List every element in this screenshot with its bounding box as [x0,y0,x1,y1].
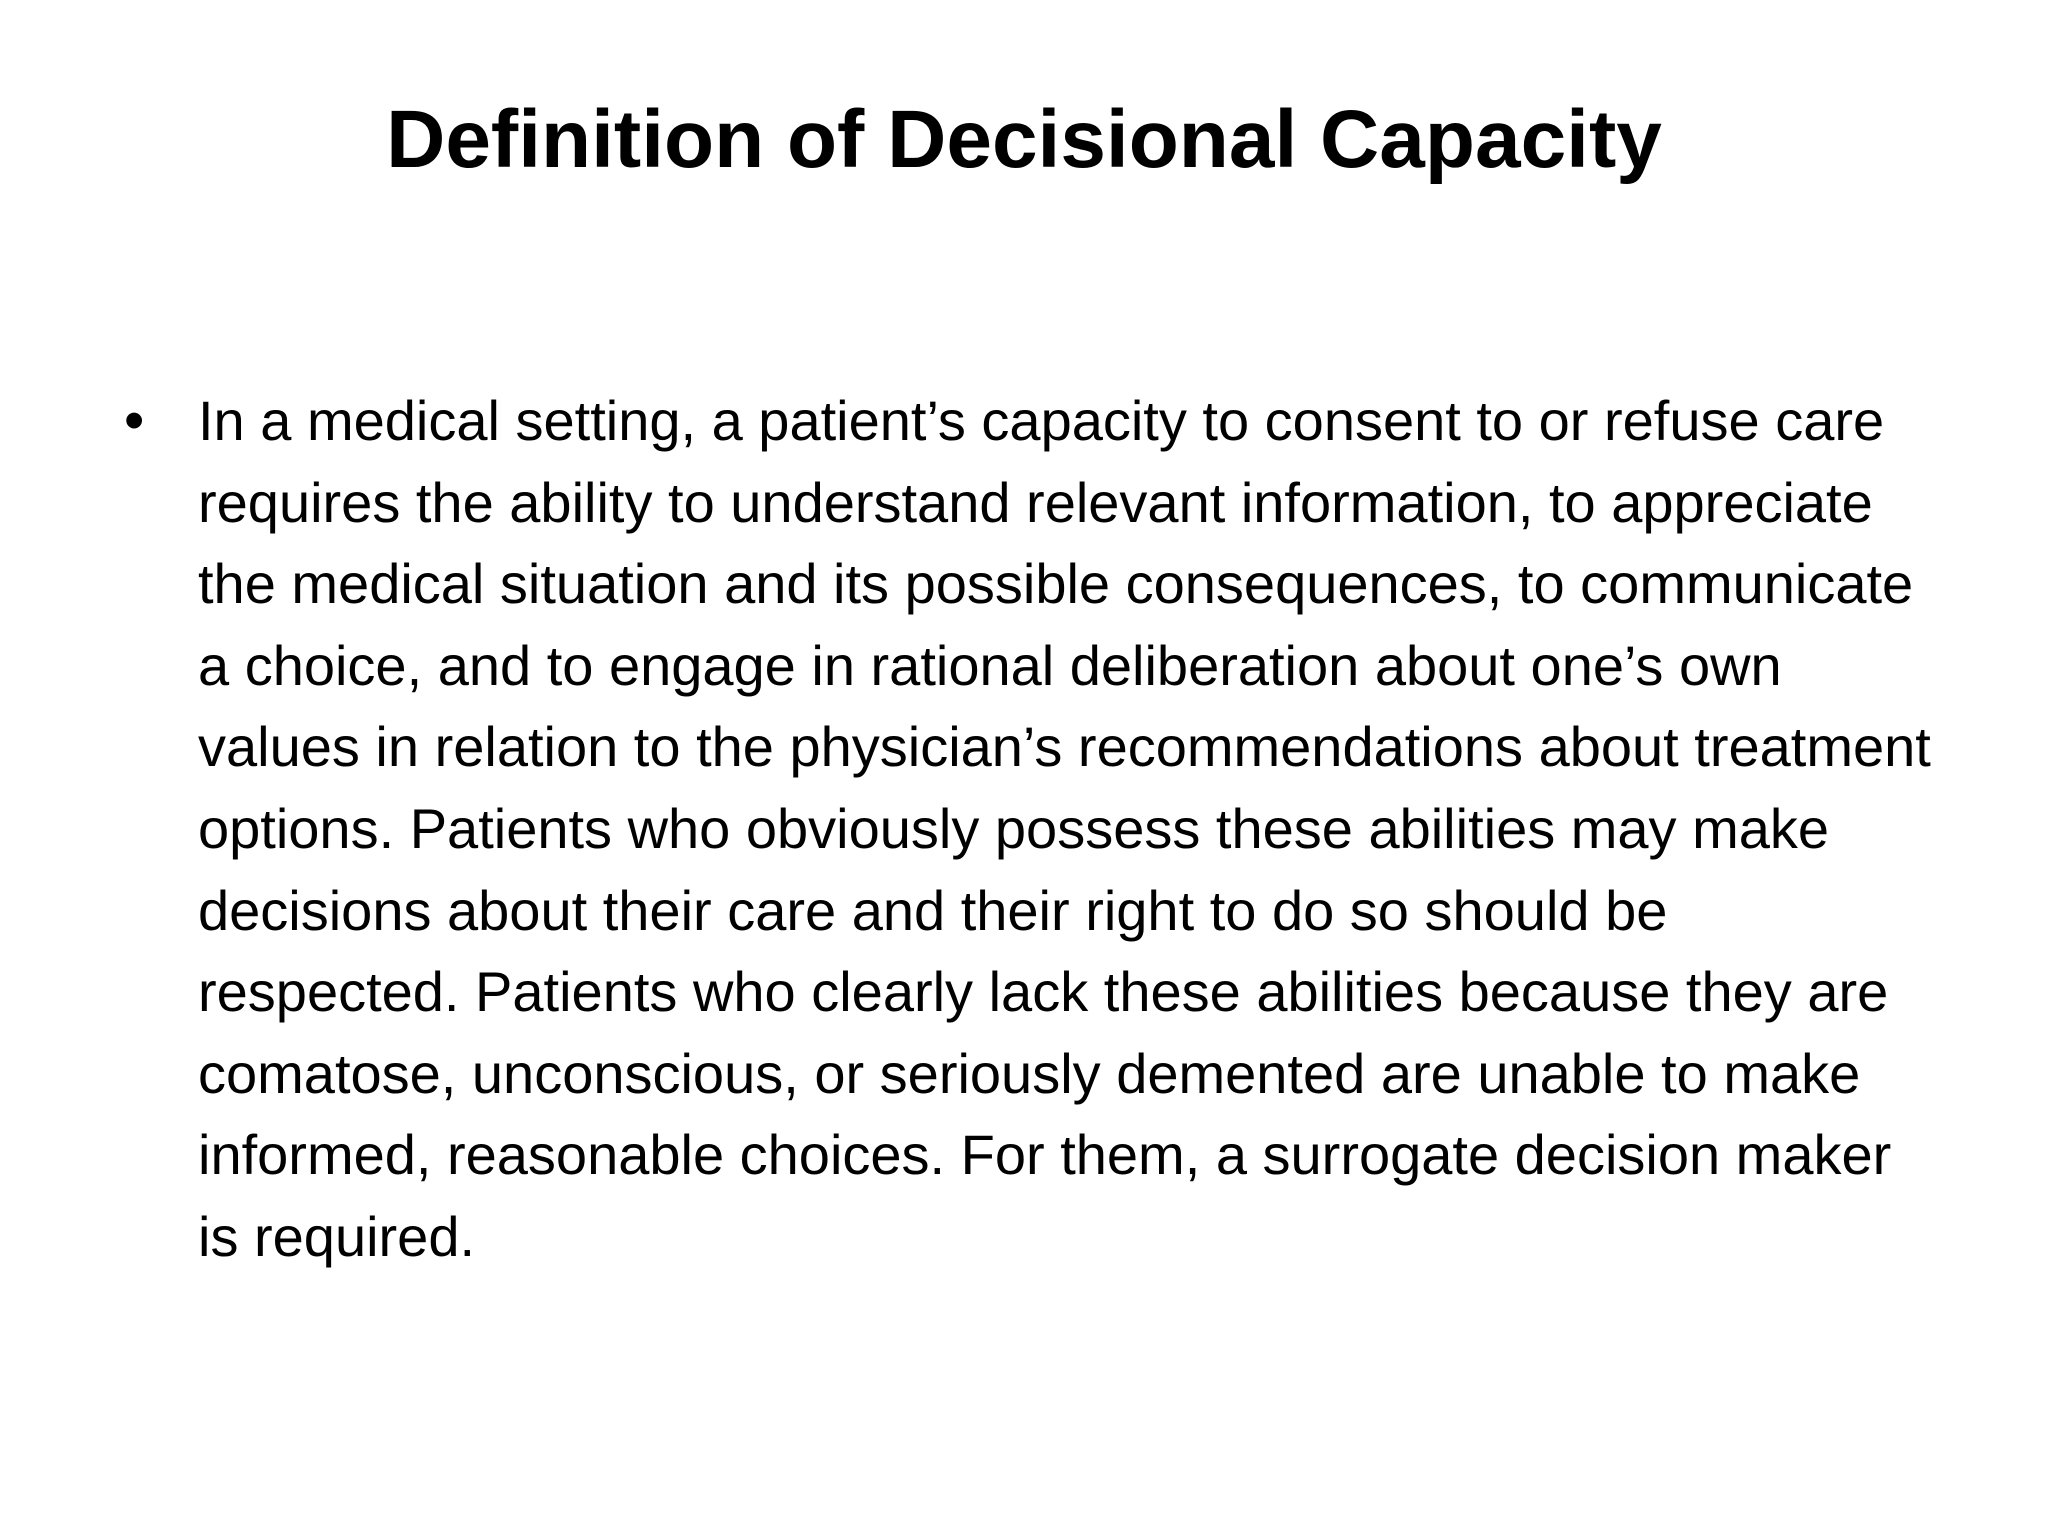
bullet-list [112,380,1942,1278]
bullet-item [112,380,1942,1278]
slide-title: Definition of Decisional Capacity [386,94,1662,185]
bullet-marker: • [124,388,145,453]
bullet-text: In a medical setting, a patient’s capacity to consent to or refuse care requires the ability to understand relevant information, to appreciate the medical situation and its possible consequences, to communicate a choice, and to engage in rational deliberation about one’s own values in relation to the physician’s recommendations about treatment options. Patients who obviously possess these abilities may make decisions about their care and their right to do so should be respected. Patients who clearly lack these abilities because they are comatose, unconscious, or seriously demented are unable to make informed, reasonable choices. For them, a surrogate decision maker is required. [198,389,1931,1268]
